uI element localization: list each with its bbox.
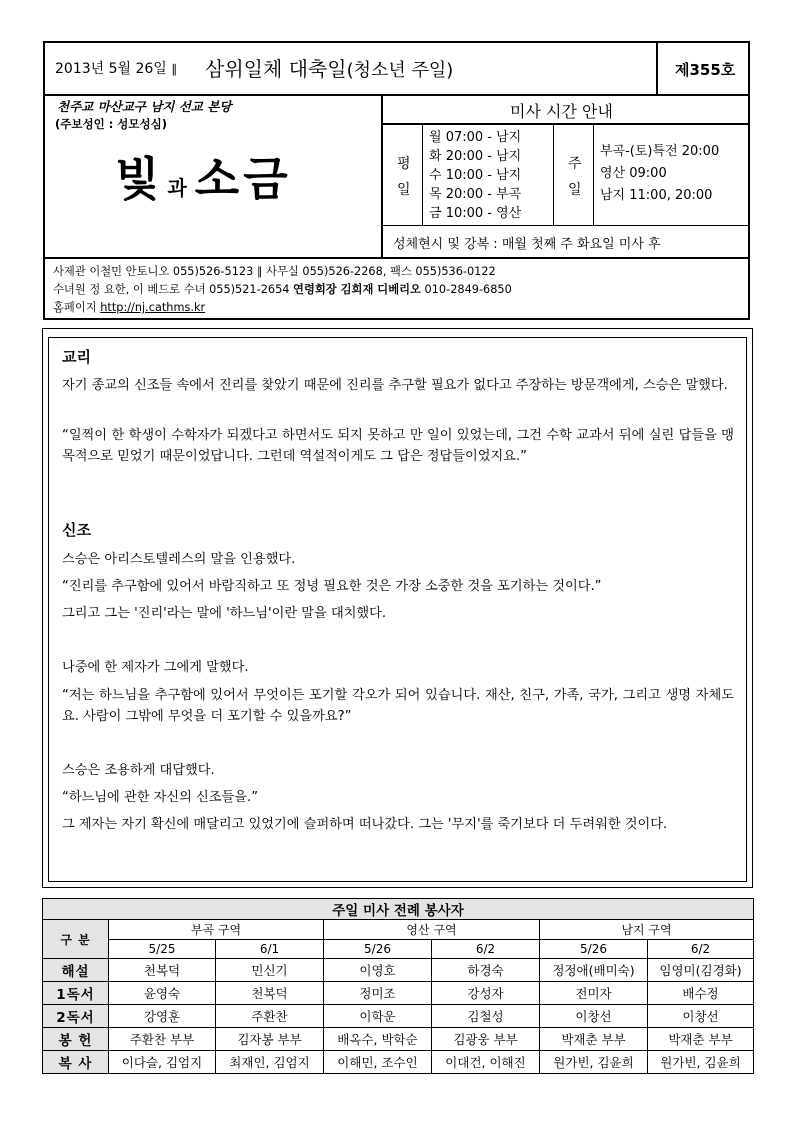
server-name: 이창선 <box>648 1005 754 1028</box>
role-label: 해설 <box>43 959 109 982</box>
server-name: 김자봉 부부 <box>216 1028 324 1051</box>
server-name: 박재춘 부부 <box>540 1028 648 1051</box>
server-name: 임영미(김경화) <box>648 959 754 982</box>
contact-line-1: 사제관 이철민 안토니오 055)526-5123 ∥ 사무실 055)526-2268, 팩스 055)536-0122 <box>53 265 496 278</box>
funeral-association-head: 연령회장 김희재 디베리오 <box>293 283 421 296</box>
role-label: 복 사 <box>43 1051 109 1074</box>
table-title: 주일 미사 전례 봉사자 <box>43 899 754 920</box>
date-header: 6/2 <box>648 939 754 959</box>
server-name: 원가빈, 김윤희 <box>648 1051 754 1074</box>
date-header: 6/2 <box>432 939 540 959</box>
server-name: 정미조 <box>324 982 432 1005</box>
server-name: 주환찬 <box>216 1005 324 1028</box>
issue-number: 제355호 <box>675 61 736 79</box>
server-name: 천복덕 <box>109 959 216 982</box>
weekday-mass: 월 07:00 - 남지 <box>429 130 522 145</box>
role-label: 봉 헌 <box>43 1028 109 1051</box>
table-row <box>43 1051 754 1074</box>
server-name: 김철성 <box>432 1005 540 1028</box>
paragraph: 나중에 한 제자가 그에게 말했다. <box>62 660 249 675</box>
sunday-label: 주 일 <box>568 156 582 198</box>
feast-title: 삼위일체 대축일(청소년 주일) <box>205 57 454 81</box>
weekday-mass-list <box>429 128 521 223</box>
paragraph: 자기 종교의 신조들 속에서 진리를 찾았기 때문에 진리를 추구할 필요가 없다고 주장하는 방문객에게, 스승은 말했다. <box>62 378 728 393</box>
district-header: 남지 구역 <box>540 920 754 940</box>
weekday-mass: 금 10:00 - 영산 <box>429 206 522 221</box>
weekday-mass: 수 10:00 - 남지 <box>429 168 522 183</box>
adoration-notice: 성체현시 및 강복 : 매월 첫째 주 화요일 미사 후 <box>393 237 661 252</box>
server-name: 이대건, 이해진 <box>432 1051 540 1074</box>
server-name: 배옥수, 박학순 <box>324 1028 432 1051</box>
contact-line-2: 수녀원 정 요한, 이 베드로 수녀 055)521-2654 연령회장 김희재 디베리오 010-2849-6850 <box>53 283 512 296</box>
role-label: 1독서 <box>43 982 109 1005</box>
homepage-line: 홈페이지 http://nj.cathms.kr <box>53 301 206 314</box>
district-header: 영산 구역 <box>324 920 540 940</box>
sunday-mass: 영산 09:00 <box>600 166 667 181</box>
server-name: 배수정 <box>648 982 754 1005</box>
date-separator: ∥ <box>171 62 178 76</box>
paragraph: “하느님에 관한 자신의 신조들을.” <box>62 790 259 805</box>
mass-schedule-title: 미사 시간 안내 <box>510 102 613 121</box>
paragraph: 그 제자는 자기 확신에 매달리고 있었기에 슬퍼하며 떠나갔다. 그는 '무지'를 죽기보다 더 두려워한 것이다. <box>62 817 668 832</box>
paragraph: “진리를 추구함에 있어서 바람직하고 또 정녕 필요한 것은 가장 소중한 것을 포기하는 것이다.” <box>62 579 602 594</box>
table-corner: 구 분 <box>43 920 109 959</box>
paragraph: 스승은 아리스토텔레스의 말을 인용했다. <box>62 552 296 567</box>
server-name: 천복덕 <box>216 982 324 1005</box>
paragraph: 그리고 그는 '진리'라는 말에 '하느님'이란 말을 대치했다. <box>62 606 387 621</box>
date-header: 6/1 <box>216 939 324 959</box>
server-name: 강영훈 <box>109 1005 216 1028</box>
weekday-mass: 화 20:00 - 남지 <box>429 149 522 164</box>
feast-subtitle: (청소년 주일) <box>346 60 454 81</box>
server-name: 최재인, 김엄지 <box>216 1051 324 1074</box>
weekday-mass: 목 20:00 - 부곡 <box>429 187 522 202</box>
server-name: 민신기 <box>216 959 324 982</box>
table-row <box>43 982 754 1005</box>
server-name: 강성자 <box>432 982 540 1005</box>
server-name: 이다슬, 김엄지 <box>109 1051 216 1074</box>
sunday-mass: 남지 11:00, 20:00 <box>600 188 713 203</box>
server-name: 주환찬 부부 <box>109 1028 216 1051</box>
server-name: 하경숙 <box>432 959 540 982</box>
date-header: 5/26 <box>540 939 648 959</box>
server-name: 전미자 <box>540 982 648 1005</box>
section-heading-doctrine: 교리 <box>62 348 91 366</box>
patron-saint: (주보성인 : 성모성심) <box>55 117 167 131</box>
sunday-mass: 부곡-(토)특전 20:00 <box>600 144 720 159</box>
bulletin-date: 2013년 5월 26일 ∥ <box>55 61 178 77</box>
district-header: 부곡 구역 <box>109 920 324 940</box>
bulletin-header <box>43 41 750 320</box>
server-name: 이학운 <box>324 1005 432 1028</box>
paragraph: “일찍이 한 학생이 수학자가 되겠다고 하면서도 되지 못하고 만 일이 있었는데, 그건 수학 교과서 뒤에 실린 답들을 맹목적으로 믿었기 때문이었답니다. 그런데 역설적이게도 그 답은 정답들이었지요.” <box>62 428 734 464</box>
server-name: 원가빈, 김윤희 <box>540 1051 648 1074</box>
table-row <box>43 959 754 982</box>
bulletin-logo: 빛과 소금 <box>115 152 292 206</box>
date-header: 5/25 <box>109 939 216 959</box>
server-name: 이해민, 조수인 <box>324 1051 432 1074</box>
server-name: 윤영숙 <box>109 982 216 1005</box>
server-name: 김광웅 부부 <box>432 1028 540 1051</box>
table-row <box>43 1028 754 1051</box>
homepage-link[interactable]: http://nj.cathms.kr <box>100 301 206 314</box>
table-row <box>43 1005 754 1028</box>
server-name: 이창선 <box>540 1005 648 1028</box>
server-name: 이영호 <box>324 959 432 982</box>
parish-name: 천주교 마산교구 남지 선교 본당 <box>57 99 232 114</box>
sunday-mass-list <box>600 141 719 207</box>
paragraph: “저는 하느님을 추구함에 있어서 무엇이든 포기할 각오가 되어 있습니다. 재산, 친구, 가족, 국가, 그리고 생명 자체도요. 사람이 그밖에 무엇을 더 포기할 수 있을까요?” <box>62 688 734 724</box>
weekday-label: 평 일 <box>397 156 411 198</box>
server-name: 박재춘 부부 <box>648 1028 754 1051</box>
section-heading-creed: 신조 <box>62 521 91 539</box>
server-name: 정정애(배미숙) <box>540 959 648 982</box>
paragraph: 스승은 조용하게 대답했다. <box>62 763 215 778</box>
date-header: 5/26 <box>324 939 432 959</box>
role-label: 2독서 <box>43 1005 109 1028</box>
liturgy-servers-table <box>42 898 754 1074</box>
